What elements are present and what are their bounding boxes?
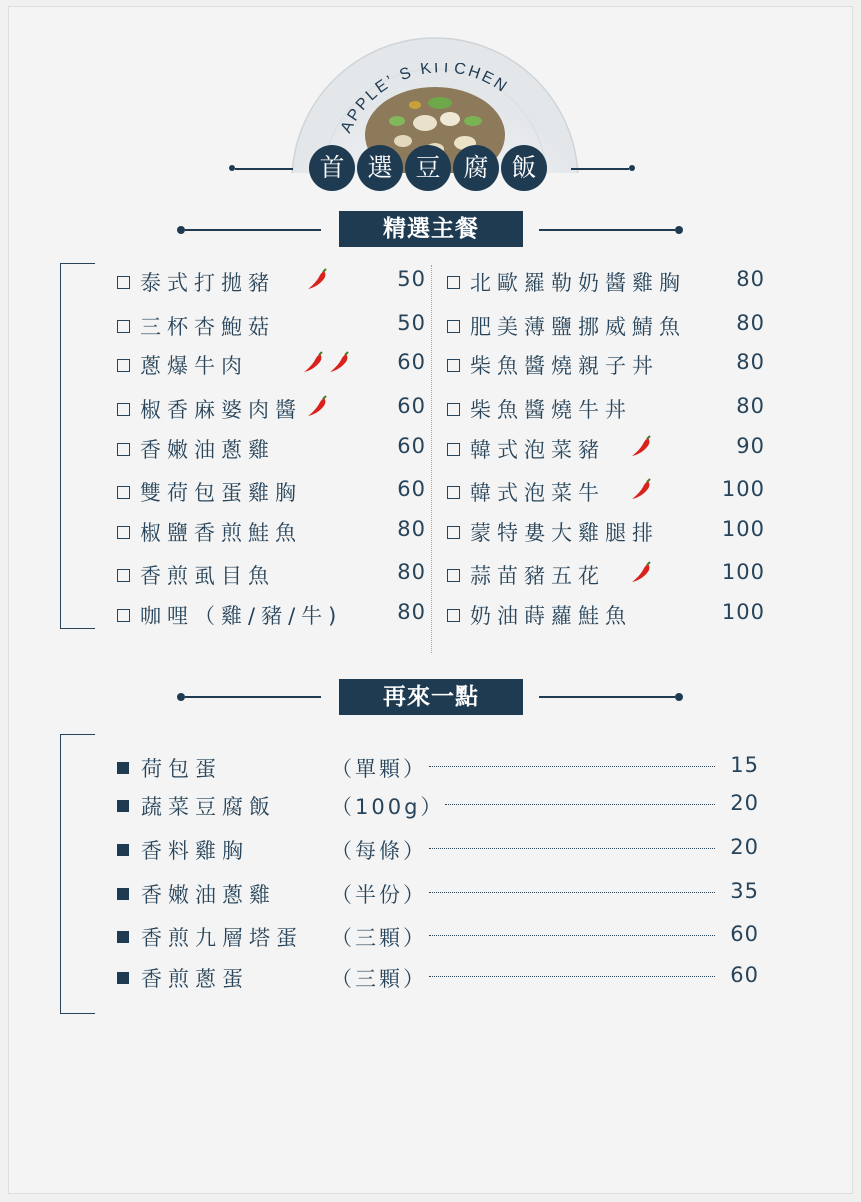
- menu-item: [447, 350, 659, 380]
- chili-pepper-icon: [301, 351, 325, 375]
- square-bullet-icon: [117, 844, 129, 856]
- menu-item-name: 蒜苗豬五花: [470, 564, 605, 588]
- menu-item-price: 50: [397, 311, 426, 335]
- dotted-leader: [429, 935, 715, 936]
- extra-item-unit: （半份）: [331, 883, 427, 907]
- section-title-extras: 再來一點: [339, 679, 523, 715]
- menu-item-price: 60: [397, 394, 426, 418]
- checkbox-icon: [117, 486, 130, 499]
- column-divider: [431, 265, 432, 653]
- svg-text:APPLE’ S KITCHEN: APPLE’ S KITCHEN: [337, 63, 512, 136]
- menu-item-price: 60: [397, 350, 426, 374]
- extra-item-name: 香煎九層塔蛋: [141, 926, 303, 950]
- menu-item: [117, 394, 302, 424]
- extra-item-unit: （三顆）: [331, 967, 427, 991]
- title-dot-left: [229, 165, 235, 171]
- menu-item-name: 泰式打拋豬: [140, 271, 275, 295]
- menu-item-price: 50: [397, 267, 426, 291]
- chili-pepper-icon: [629, 435, 653, 459]
- mains-bracket: [60, 263, 95, 629]
- menu-item-name: 韓式泡菜豬: [470, 438, 605, 462]
- extra-item-name: 香嫩油蔥雞: [141, 883, 276, 907]
- menu-item-name: 雙荷包蛋雞胸: [140, 481, 302, 505]
- menu-item: [117, 350, 248, 380]
- extra-item: [117, 791, 276, 821]
- menu-item-price: 80: [736, 267, 765, 291]
- menu-item-price: 80: [397, 600, 426, 624]
- menu-item-price: 60: [397, 477, 426, 501]
- square-bullet-icon: [117, 888, 129, 900]
- menu-item-price: 80: [736, 350, 765, 374]
- dotted-leader: [429, 892, 715, 893]
- extra-item-name: 香料雞胸: [141, 839, 249, 863]
- menu-item-price: 80: [736, 311, 765, 335]
- checkbox-icon: [447, 320, 460, 333]
- menu-item-price: 80: [736, 394, 765, 418]
- menu-item-price: 80: [397, 517, 426, 541]
- extra-item-name: 荷包蛋: [141, 757, 222, 781]
- extra-item: [117, 922, 303, 952]
- dotted-leader: [429, 976, 715, 977]
- checkbox-icon: [447, 359, 460, 372]
- menu-item-name: 椒鹽香煎鮭魚: [140, 521, 302, 545]
- menu-item: [117, 311, 275, 341]
- section1-dot-right: [675, 226, 683, 234]
- menu-item: [117, 477, 302, 507]
- chili-pepper-icon: [305, 268, 329, 292]
- title-dot-right: [629, 165, 635, 171]
- menu-item: [117, 600, 342, 630]
- section-title-mains: 精選主餐: [339, 211, 523, 247]
- title-char: 豆: [405, 145, 451, 191]
- title-char: 腐: [453, 145, 499, 191]
- menu-item: [447, 311, 686, 341]
- menu-item: [447, 600, 632, 630]
- checkbox-icon: [447, 609, 460, 622]
- menu-item-name: 肥美薄鹽挪威鯖魚: [470, 315, 686, 339]
- menu-item-name: 北歐羅勒奶醬雞胸: [470, 271, 686, 295]
- extra-item-unit: （三顆）: [331, 926, 427, 950]
- checkbox-icon: [117, 526, 130, 539]
- menu-item: [447, 477, 605, 507]
- extra-item-unit: （單顆）: [331, 757, 427, 781]
- section2-dot-right: [675, 693, 683, 701]
- menu-item-name: 蒙特婁大雞腿排: [470, 521, 659, 545]
- extra-item: [117, 963, 249, 993]
- menu-item-name: 咖哩（雞/豬/牛): [140, 604, 343, 628]
- extra-item-price: 15: [730, 753, 759, 777]
- dotted-leader: [445, 804, 715, 805]
- menu-item: [447, 394, 632, 424]
- title-rule-right: [571, 168, 629, 170]
- extra-item-price: 20: [730, 835, 759, 859]
- section1-rule-right: [539, 229, 675, 231]
- checkbox-icon: [447, 276, 460, 289]
- checkbox-icon: [117, 609, 130, 622]
- dotted-leader: [429, 766, 715, 767]
- menu-item: [117, 517, 302, 547]
- extra-item-price: 60: [730, 963, 759, 987]
- checkbox-icon: [447, 526, 460, 539]
- menu-item-price: 60: [397, 434, 426, 458]
- title-rule-left: [235, 168, 293, 170]
- menu-item: [447, 560, 605, 590]
- menu-item-name: 三杯杏鮑菇: [140, 315, 275, 339]
- menu-item-price: 80: [397, 560, 426, 584]
- brand-arc: [327, 63, 557, 143]
- extra-item: [117, 835, 249, 865]
- extra-item-name: 蔬菜豆腐飯: [141, 795, 276, 819]
- menu-item: [117, 560, 275, 590]
- checkbox-icon: [117, 569, 130, 582]
- checkbox-icon: [117, 443, 130, 456]
- checkbox-icon: [447, 403, 460, 416]
- menu-item-name: 柴魚醬燒親子丼: [470, 354, 659, 378]
- menu-item-price: 100: [721, 517, 765, 541]
- menu-item: [447, 267, 686, 297]
- menu-page: [8, 6, 853, 1194]
- checkbox-icon: [117, 403, 130, 416]
- menu-item-name: 蔥爆牛肉: [140, 354, 248, 378]
- menu-item-price: 100: [721, 560, 765, 584]
- extra-item-name: 香煎蔥蛋: [141, 967, 249, 991]
- extra-item: [117, 753, 222, 783]
- checkbox-icon: [447, 569, 460, 582]
- menu-item-name: 韓式泡菜牛: [470, 481, 605, 505]
- extra-item-price: 35: [730, 879, 759, 903]
- menu-item-name: 香嫩油蔥雞: [140, 438, 275, 462]
- extras-bracket: [60, 734, 95, 1014]
- extra-item-price: 20: [730, 791, 759, 815]
- title-char: 飯: [501, 145, 547, 191]
- extra-item-price: 60: [730, 922, 759, 946]
- square-bullet-icon: [117, 931, 129, 943]
- square-bullet-icon: [117, 800, 129, 812]
- title-char: 首: [309, 145, 355, 191]
- section1-rule-left: [185, 229, 321, 231]
- menu-item-price: 100: [721, 477, 765, 501]
- extra-item-unit: （每條）: [331, 839, 427, 863]
- square-bullet-icon: [117, 762, 129, 774]
- menu-item: [117, 434, 275, 464]
- menu-item-name: 奶油蒔蘿鮭魚: [470, 604, 632, 628]
- checkbox-icon: [117, 359, 130, 372]
- menu-item-price: 90: [736, 434, 765, 458]
- menu-item-price: 100: [721, 600, 765, 624]
- section2-rule-right: [539, 696, 675, 698]
- menu-item: [447, 434, 605, 464]
- chili-pepper-icon: [629, 561, 653, 585]
- dotted-leader: [429, 848, 715, 849]
- menu-item-name: 椒香麻婆肉醬: [140, 398, 302, 422]
- menu-item: [117, 267, 275, 297]
- menu-item-name: 香煎虱目魚: [140, 564, 275, 588]
- section2-dot-left: [177, 693, 185, 701]
- checkbox-icon: [447, 443, 460, 456]
- menu-item: [447, 517, 659, 547]
- checkbox-icon: [117, 276, 130, 289]
- extra-item: [117, 879, 276, 909]
- chili-pepper-icon: [305, 395, 329, 419]
- title-char: 選: [357, 145, 403, 191]
- square-bullet-icon: [117, 972, 129, 984]
- checkbox-icon: [447, 486, 460, 499]
- menu-item-name: 柴魚醬燒牛丼: [470, 398, 632, 422]
- checkbox-icon: [117, 320, 130, 333]
- chili-pepper-icon: [327, 351, 351, 375]
- section1-dot-left: [177, 226, 185, 234]
- extra-item-unit: （100g）: [331, 795, 445, 819]
- section2-rule-left: [185, 696, 321, 698]
- chili-pepper-icon: [629, 478, 653, 502]
